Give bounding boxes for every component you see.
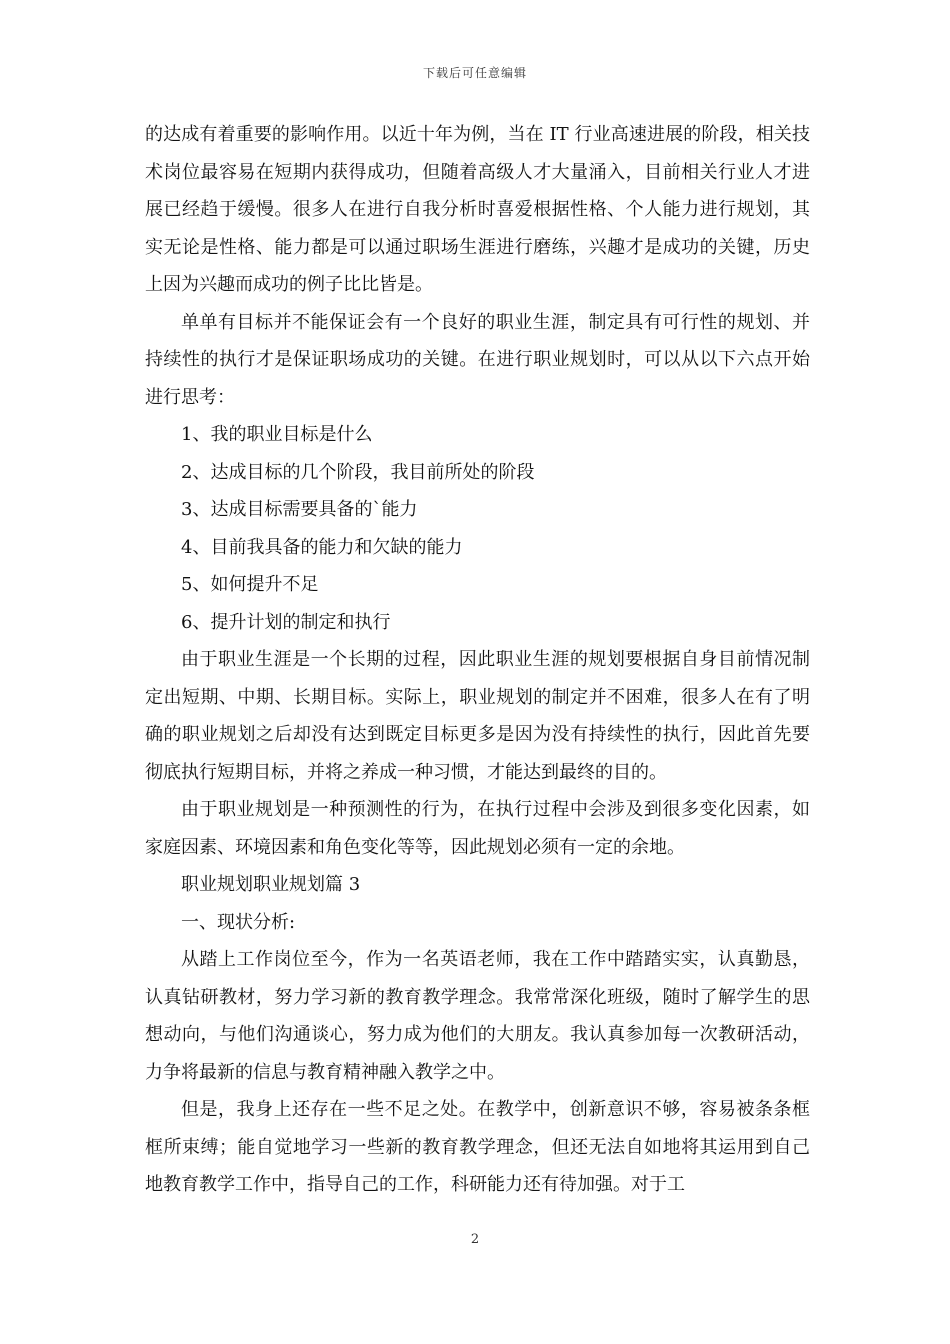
paragraph-long-term: 由于职业生涯是一个长期的过程，因此职业生涯的规划要根据自身目前情况制定出短期、中期、长期目标。实际上，职业规划的制定并不困难，很多人在有了明确的职业规划之后却没有达到既定目标更多是因为没有持续性的执行，因此首先要彻底执行短期目标，并将之养成一种习惯，才能达到最终的目的。 bbox=[145, 649, 810, 783]
list-item: 4、目前我具备的能力和欠缺的能力 bbox=[181, 536, 463, 558]
page-header: 下载后可任意编辑 bbox=[422, 66, 527, 80]
list-item: 2、达成目标的几个阶段，我目前所处的阶段 bbox=[181, 461, 535, 483]
section-heading: 职业规划职业规划篇 3 bbox=[181, 874, 361, 895]
page-number: 2 bbox=[470, 1232, 480, 1247]
list-item: 6、提升计划的制定和执行 bbox=[181, 611, 391, 633]
list-item: 5、如何提升不足 bbox=[181, 574, 319, 595]
paragraph-goal-planning: 单单有目标并不能保证会有一个良好的职业生涯，制定具有可行性的规划、并持续性的执行才是保证职场成功的关键。在进行职业规划时，可以从以下六点开始进行思考： bbox=[145, 311, 810, 408]
paragraph-flexibility: 由于职业规划是一种预测性的行为，在执行过程中会涉及到很多变化因素，如家庭因素、环境因素和角色变化等等，因此规划必须有一定的余地。 bbox=[145, 799, 810, 858]
paragraph-continuation: 的达成有着重要的影响作用。以近十年为例，当在 IT 行业高速进展的阶段，相关技术岗位最容易在短期内获得成功，但随着高级人才大量涌入，目前相关行业人才进展已经趋于缓慢。很多人在进行自我分析时喜爱根据性格、个人能力进行规划，其实无论是性格、能力都是可以通过职场生涯进行磨练，兴趣才是成功的关键，历史上因为兴趣而成功的例子比比皆是。 bbox=[145, 124, 810, 295]
list-item: 1、我的职业目标是什么 bbox=[181, 424, 373, 445]
document-body bbox=[145, 116, 810, 1204]
list-item: 3、达成目标需要具备的`能力 bbox=[181, 499, 418, 520]
paragraph-status: 从踏上工作岗位至今，作为一名英语老师，我在工作中踏踏实实，认真勤恳，认真钻研教材，努力学习新的教育教学理念。我常常深化班级，随时了解学生的思想动向，与他们沟通谈心，努力成为他们的大朋友。我认真参加每一次教研活动，力争将最新的信息与教育精神融入教学之中。 bbox=[145, 949, 810, 1083]
paragraph-shortcomings: 但是，我身上还存在一些不足之处。在教学中，创新意识不够，容易被条条框框所束缚；能自觉地学习一些新的教育教学理念，但还无法自如地将其运用到自己地教育教学工作中，指导自己的工作，科研能力还有待加强。对于工 bbox=[145, 1099, 810, 1195]
subsection-heading: 一、现状分析: bbox=[181, 911, 296, 933]
